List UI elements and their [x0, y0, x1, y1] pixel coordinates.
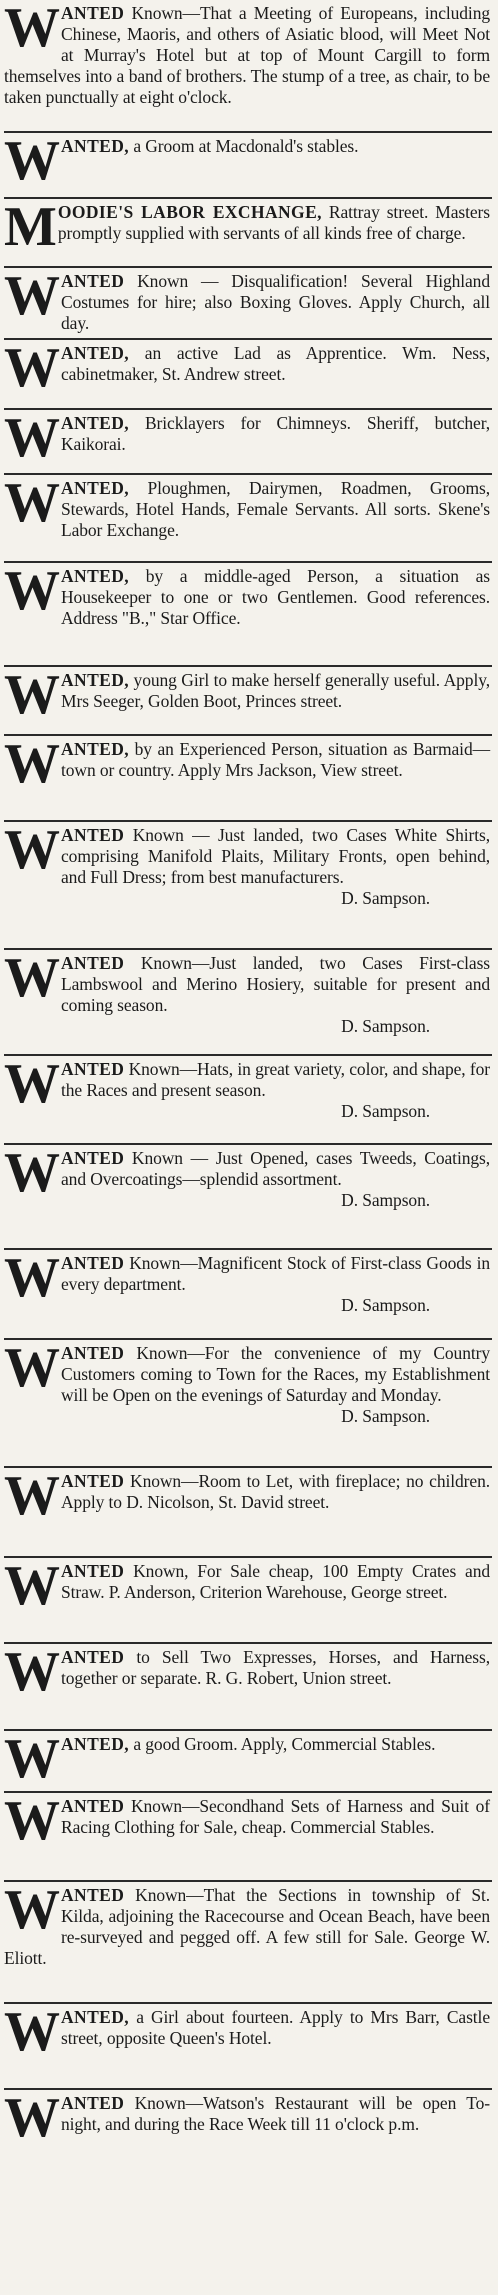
drop-cap: W — [4, 1145, 58, 1204]
drop-cap: W — [4, 1468, 58, 1527]
drop-cap: W — [4, 0, 58, 59]
ad-lead: ANTED, — [61, 343, 130, 363]
drop-cap: W — [4, 1793, 58, 1852]
drop-cap: W — [4, 2090, 58, 2149]
drop-cap: W — [4, 410, 58, 469]
drop-cap: W — [4, 133, 58, 192]
ad-lead: ANTED — [61, 1253, 125, 1273]
ad-body: Known—For the convenience of my Country Customers coming to Town for the Races, my Establishment will be Open on the evenings of Saturday and Monday. — [61, 1343, 490, 1405]
ad-lead: ANTED, — [61, 136, 130, 156]
ad-body: Ploughmen, Dairymen, Roadmen, Grooms, Stewards, Hotel Hands, Female Servants. All sorts. Skene's Labor Exchange. — [61, 478, 490, 540]
ad-body: Known—Watson's Restaurant will be open To-night, and during the Race Week till 11 o'clock p.m. — [61, 2093, 490, 2134]
drop-cap: W — [4, 563, 58, 622]
ad-16 — [4, 1340, 492, 1468]
ad-lead: ANTED, — [61, 2007, 130, 2027]
drop-cap: W — [4, 2004, 58, 2063]
ad-body: Known — Just Opened, cases Tweeds, Coatings, and Overcoatings—splendid assortment. — [61, 1148, 490, 1189]
ad-7 — [4, 475, 492, 563]
ad-6 — [4, 410, 492, 475]
ad-lead: ANTED — [61, 1471, 125, 1491]
ad-lead: ANTED, — [61, 478, 130, 498]
ad-lead: ANTED — [61, 825, 125, 845]
ad-lead: ANTED — [61, 3, 125, 23]
drop-cap: W — [4, 1644, 58, 1703]
drop-cap: W — [4, 475, 58, 534]
drop-cap: W — [4, 340, 58, 399]
drop-cap: W — [4, 1056, 58, 1115]
ad-body: Known—Secondhand Sets of Harness and Suit of Racing Clothing for Sale, cheap. Commercial Stables. — [61, 1796, 490, 1837]
ad-23 — [4, 2004, 492, 2090]
drop-cap: W — [4, 950, 58, 1009]
drop-cap: W — [4, 1250, 58, 1309]
ad-lead: ANTED, — [61, 739, 130, 759]
ad-14 — [4, 1145, 492, 1250]
ad-5 — [4, 340, 492, 410]
drop-cap: W — [4, 736, 58, 795]
ad-lead: ANTED, — [61, 1734, 130, 1754]
ad-lead: ANTED, — [61, 413, 130, 433]
ad-body: by a middle-aged Person, a situation as Housekeeper to one or two Gentlemen. Good references. Address "B.," Star Office. — [61, 566, 490, 628]
ad-body: a good Groom. Apply, Commercial Stables. — [129, 1734, 436, 1754]
ad-2 — [4, 133, 492, 199]
ad-18 — [4, 1558, 492, 1644]
ad-lead: OODIE'S LABOR EXCHANGE, — [57, 202, 322, 222]
ad-body: Known—That a Meeting of Europeans, including Chinese, Maoris, and others of Asiatic blood, will Meet Not at Murray's Hotel but at top of Mount Cargill to form themselves into a band of brothers. The stump of a tree, as chair, to be taken punctually at eight o'clock. — [4, 3, 490, 107]
ad-lead: ANTED — [61, 1647, 125, 1667]
ad-1 — [4, 0, 492, 133]
ad-12 — [4, 950, 492, 1056]
ad-body: by an Experienced Person, situation as Barmaid—town or country. Apply Mrs Jackson, View street. — [61, 739, 490, 780]
ad-body: Rattray street. Masters promptly supplied with servants of all kinds free of charge. — [57, 202, 490, 243]
ad-lead: ANTED — [61, 1561, 125, 1581]
ad-signature: D. Sampson. — [341, 1101, 430, 1121]
drop-cap: W — [4, 1558, 58, 1617]
ad-13 — [4, 1056, 492, 1145]
ad-21 — [4, 1793, 492, 1882]
ad-lead: ANTED, — [61, 566, 130, 586]
ad-lead: ANTED — [61, 1148, 125, 1168]
ad-4 — [4, 268, 492, 340]
ad-20 — [4, 1731, 492, 1793]
drop-cap: W — [4, 1340, 58, 1399]
ad-11 — [4, 822, 492, 950]
ad-body: to Sell Two Expresses, Horses, and Harness, together or separate. R. G. Robert, Union street. — [61, 1647, 490, 1688]
ad-body: Known, For Sale cheap, 100 Empty Crates and Straw. P. Anderson, Criterion Warehouse, George street. — [61, 1561, 490, 1602]
ad-15 — [4, 1250, 492, 1340]
ad-signature: D. Sampson. — [341, 1406, 430, 1426]
ad-body: a Girl about fourteen. Apply to Mrs Barr, Castle street, opposite Queen's Hotel. — [61, 2007, 490, 2048]
ad-body: young Girl to make herself generally useful. Apply, Mrs Seeger, Golden Boot, Princes street. — [61, 670, 490, 711]
ad-body: Known—That the Sections in township of St. Kilda, adjoining the Racecourse and Ocean Beach, have been re-surveyed and pegged off. A few still for Sale. George W. Eliott. — [4, 1885, 490, 1968]
ad-22 — [4, 1882, 492, 2004]
ad-lead: ANTED — [61, 1059, 125, 1079]
ad-10 — [4, 736, 492, 822]
ad-body: Known—Magnificent Stock of First-class Goods in every department. — [61, 1253, 490, 1294]
ad-9 — [4, 667, 492, 736]
drop-cap: W — [4, 667, 58, 726]
ad-body: Known—Hats, in great variety, color, and shape, for the Races and present season. — [61, 1059, 490, 1100]
ad-8 — [4, 563, 492, 667]
ad-body: Known — Disqualification! Several Highland Costumes for hire; also Boxing Gloves. Apply Church, all day. — [61, 271, 490, 333]
ad-lead: ANTED — [61, 1885, 125, 1905]
ad-signature: D. Sampson. — [341, 1295, 430, 1315]
ad-lead: ANTED — [61, 271, 125, 291]
ad-signature: D. Sampson. — [341, 888, 430, 908]
ad-lead: ANTED — [61, 953, 125, 973]
drop-cap: W — [4, 822, 58, 881]
ad-lead: ANTED — [61, 1796, 125, 1816]
drop-cap: W — [4, 1731, 58, 1790]
drop-cap: M — [4, 199, 55, 258]
ad-lead: ANTED — [61, 2093, 125, 2113]
ad-body: Known — Just landed, two Cases White Shirts, comprising Manifold Plaits, Military Fronts, open behind, and Full Dress; from best manufacturers. — [61, 825, 490, 887]
ad-lead: ANTED — [61, 1343, 125, 1363]
ad-3 — [4, 199, 492, 268]
ad-17 — [4, 1468, 492, 1558]
ad-lead: ANTED, — [61, 670, 130, 690]
ad-19 — [4, 1644, 492, 1731]
ad-body: Known—Room to Let, with fireplace; no children. Apply to D. Nicolson, St. David street. — [61, 1471, 490, 1512]
ad-signature: D. Sampson. — [341, 1016, 430, 1036]
drop-cap: W — [4, 268, 58, 327]
ad-signature: D. Sampson. — [341, 1190, 430, 1210]
drop-cap: W — [4, 1882, 58, 1941]
ad-body: a Groom at Macdonald's stables. — [129, 136, 359, 156]
ad-body: an active Lad as Apprentice. Wm. Ness, cabinetmaker, St. Andrew street. — [61, 343, 490, 384]
ad-24 — [4, 2090, 492, 2166]
ad-body: Bricklayers for Chimneys. Sheriff, butcher, Kaikorai. — [61, 413, 490, 454]
ad-body: Known—Just landed, two Cases First-class Lambswool and Merino Hosiery, suitable for present and coming season. — [61, 953, 490, 1015]
